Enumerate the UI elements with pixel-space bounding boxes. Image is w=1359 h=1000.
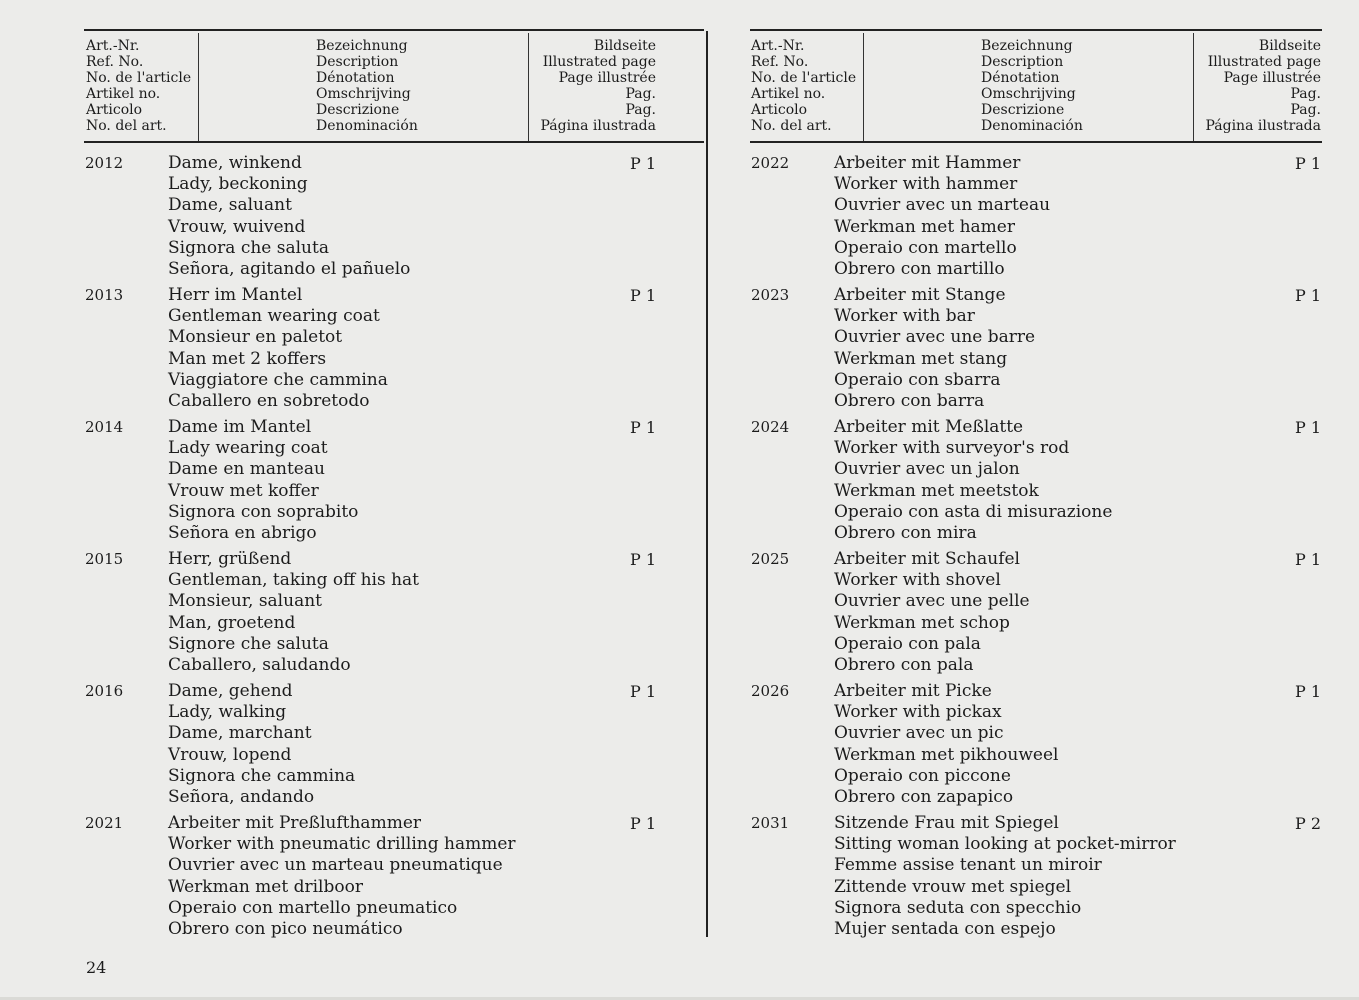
description-line: Viaggiatore che cammina	[168, 369, 388, 390]
description-line: Ouvrier avec une barre	[834, 327, 1036, 348]
description-line: Signora che saluta	[168, 237, 329, 258]
illustrated-page-ref: P 1	[1294, 154, 1321, 173]
article-number: 2021	[85, 814, 124, 832]
description-line: Arbeiter mit Meßlatte	[834, 417, 1024, 437]
catalog-entry	[84, 417, 704, 549]
header-article-number	[751, 38, 856, 134]
description-line: Ouvrier avec un marteau	[834, 195, 1051, 216]
header-line: Denominación	[316, 118, 418, 134]
illustrated-page-ref: P 1	[630, 418, 657, 437]
description-line: Dame im Mantel	[168, 417, 312, 437]
description-line: Monsieur, saluant	[168, 591, 322, 612]
header-line: No. del art.	[751, 118, 832, 134]
catalog-entry	[750, 285, 1322, 417]
article-number: 2031	[751, 814, 790, 832]
description-line: Worker with pneumatic drilling hammer	[168, 834, 516, 855]
header-line: Bezeichnung	[316, 38, 408, 54]
description-line: Caballero, saludando	[168, 654, 351, 675]
description-line: Gentleman, taking off his hat	[168, 570, 420, 591]
header-line: Bildseite	[593, 38, 656, 54]
description-line: Werkman met drilboor	[168, 876, 363, 897]
header-line: Illustrated page	[542, 54, 656, 70]
entry-descriptions	[168, 813, 516, 940]
description-line: Vrouw met koffer	[168, 480, 319, 501]
illustrated-page-ref: P 1	[630, 154, 657, 173]
description-line: Caballero en sobretodo	[168, 390, 370, 411]
header-line: Page illustrée	[558, 70, 656, 86]
description-line: Obrero con barra	[834, 390, 985, 411]
description-line: Worker with surveyor's rod	[834, 438, 1070, 459]
article-number: 2014	[85, 418, 124, 436]
header-line: Description	[981, 54, 1064, 70]
right-column	[750, 0, 1322, 1000]
article-number: 2023	[751, 286, 790, 304]
illustrated-page-ref: P 1	[630, 550, 657, 569]
description-line: Monsieur en paletot	[168, 327, 343, 348]
entry-descriptions	[834, 153, 1050, 280]
header-line: No. del art.	[86, 118, 167, 134]
header-line: Bezeichnung	[981, 38, 1073, 54]
description-line: Werkman met pikhouweel	[834, 744, 1059, 765]
header-article-number	[86, 38, 191, 134]
center-divider	[706, 31, 708, 937]
header-line: Artikel no.	[751, 86, 826, 102]
entry-descriptions	[168, 285, 388, 412]
catalog-entry	[750, 681, 1322, 813]
header-line: No. de l'article	[86, 70, 192, 86]
entry-descriptions	[834, 681, 1058, 808]
header-line: Omschrijving	[316, 86, 411, 102]
description-line: Werkman met stang	[834, 348, 1008, 369]
header-line: No. de l'article	[751, 70, 857, 86]
description-line: Señora, agitando el pañuelo	[168, 258, 411, 279]
description-line: Signora con soprabito	[168, 501, 359, 522]
description-line: Zittende vrouw met spiegel	[834, 876, 1072, 897]
description-line: Lady, beckoning	[168, 174, 308, 195]
page-number: 24	[86, 958, 107, 977]
illustrated-page-ref: P 1	[1294, 682, 1321, 701]
header-illustrated-page	[1205, 38, 1321, 134]
description-line: Arbeiter mit Picke	[834, 681, 992, 701]
header-line: Página ilustrada	[1205, 118, 1321, 134]
header-line: Articolo	[751, 102, 808, 118]
article-number: 2026	[751, 682, 790, 700]
description-line: Signora seduta con specchio	[834, 897, 1082, 918]
description-line: Ouvrier avec une pelle	[834, 591, 1030, 612]
entry-descriptions	[168, 417, 358, 544]
entry-list	[750, 153, 1322, 945]
catalog-entry	[750, 417, 1322, 549]
article-number: 2025	[751, 550, 790, 568]
header-line: Página ilustrada	[540, 118, 656, 134]
description-line: Vrouw, lopend	[168, 744, 292, 765]
description-line: Ouvrier avec un marteau pneumatique	[168, 855, 503, 876]
description-line: Signore che saluta	[168, 633, 329, 654]
illustrated-page-ref: P 2	[1294, 814, 1321, 833]
header-line: Pag.	[625, 86, 656, 102]
header-line: Descrizione	[316, 102, 400, 118]
header-rule	[750, 141, 1322, 143]
illustrated-page-ref: P 1	[630, 286, 657, 305]
description-line: Obrero con zapapico	[834, 786, 1014, 807]
header-separator	[863, 33, 864, 143]
header-line: Artikel no.	[86, 86, 161, 102]
header-line: Art.-Nr.	[751, 38, 805, 54]
entry-descriptions	[168, 153, 410, 280]
header-line: Omschrijving	[981, 86, 1076, 102]
left-column	[84, 0, 704, 1000]
description-line: Dame, gehend	[168, 681, 293, 701]
header-line: Pag.	[1290, 102, 1321, 118]
article-number: 2022	[751, 154, 790, 172]
description-line: Ouvrier avec un pic	[834, 723, 1004, 744]
catalog-entry	[84, 813, 704, 945]
header-line: Descrizione	[981, 102, 1065, 118]
header-line: Articolo	[86, 102, 143, 118]
description-line: Arbeiter mit Hammer	[834, 153, 1021, 173]
article-number: 2013	[85, 286, 124, 304]
illustrated-page-ref: P 1	[1294, 550, 1321, 569]
description-line: Arbeiter mit Schaufel	[834, 549, 1020, 569]
description-line: Operaio con piccone	[834, 765, 1011, 786]
description-line: Dame, marchant	[168, 723, 312, 744]
catalog-entry	[750, 153, 1322, 285]
description-line: Gentleman wearing coat	[168, 306, 380, 327]
description-line: Obrero con mira	[834, 522, 977, 543]
header-line: Ref. No.	[751, 54, 809, 70]
header-separator	[528, 33, 529, 143]
entry-descriptions	[168, 549, 419, 676]
illustrated-page-ref: P 1	[1294, 418, 1321, 437]
catalog-entry	[84, 153, 704, 285]
description-line: Vrouw, wuivend	[168, 216, 306, 237]
header-line: Denominación	[981, 118, 1083, 134]
description-line: Worker with shovel	[834, 570, 1001, 591]
catalog-entry	[84, 549, 704, 681]
header-line: Description	[316, 54, 399, 70]
description-line: Worker with hammer	[834, 174, 1018, 195]
article-number: 2012	[85, 154, 124, 172]
description-line: Worker with pickax	[834, 702, 1002, 723]
catalog-entry	[750, 549, 1322, 681]
header-line: Illustrated page	[1207, 54, 1321, 70]
description-line: Werkman met schop	[834, 612, 1010, 633]
description-line: Man, groetend	[168, 612, 296, 633]
illustrated-page-ref: P 1	[630, 682, 657, 701]
description-line: Ouvrier avec un jalon	[834, 459, 1020, 480]
header-line: Dénotation	[316, 70, 395, 86]
description-line: Arbeiter mit Stange	[834, 285, 1006, 305]
description-line: Worker with bar	[834, 306, 975, 327]
header-illustrated-page	[540, 38, 656, 134]
description-line: Operaio con martello	[834, 237, 1017, 258]
description-line: Mujer sentada con espejo	[834, 918, 1056, 939]
header-line: Dénotation	[981, 70, 1060, 86]
entry-descriptions	[834, 417, 1112, 544]
description-line: Dame, saluant	[168, 195, 292, 216]
header-line: Art.-Nr.	[86, 38, 140, 54]
header-description	[981, 38, 1083, 134]
description-line: Señora, andando	[168, 786, 315, 807]
entry-descriptions	[834, 813, 1176, 940]
description-line: Dame en manteau	[168, 459, 325, 480]
description-line: Sitting woman looking at pocket-mirror	[834, 834, 1176, 855]
description-line: Femme assise tenant un miroir	[834, 855, 1102, 876]
top-rule	[750, 29, 1322, 31]
illustrated-page-ref: P 1	[1294, 286, 1321, 305]
description-line: Werkman met meetstok	[834, 480, 1039, 501]
description-line: Lady, walking	[168, 702, 287, 723]
article-number: 2024	[751, 418, 790, 436]
description-line: Operaio con asta di misurazione	[834, 501, 1113, 522]
header-line: Ref. No.	[86, 54, 144, 70]
description-line: Herr, grüßend	[168, 549, 292, 569]
header-separator	[198, 33, 199, 143]
header-line: Page illustrée	[1223, 70, 1321, 86]
description-line: Man met 2 koffers	[168, 348, 327, 369]
illustrated-page-ref: P 1	[630, 814, 657, 833]
description-line: Werkman met hamer	[834, 216, 1015, 237]
catalog-entry	[84, 681, 704, 813]
entry-list	[84, 153, 704, 945]
header-rule	[84, 141, 704, 143]
header-line: Pag.	[625, 102, 656, 118]
header-separator	[1193, 33, 1194, 143]
entry-descriptions	[834, 285, 1035, 412]
catalog-entry	[84, 285, 704, 417]
description-line: Señora en abrigo	[168, 522, 317, 543]
description-line: Herr im Mantel	[168, 285, 303, 305]
description-line: Obrero con martillo	[834, 258, 1005, 279]
description-line: Operaio con martello pneumatico	[168, 897, 458, 918]
description-line: Obrero con pico neumático	[168, 918, 403, 939]
description-line: Operaio con pala	[834, 633, 981, 654]
description-line: Lady wearing coat	[168, 438, 328, 459]
description-line: Dame, winkend	[168, 153, 302, 173]
description-line: Obrero con pala	[834, 654, 974, 675]
description-line: Sitzende Frau mit Spiegel	[834, 813, 1059, 833]
catalog-entry	[750, 813, 1322, 945]
article-number: 2016	[85, 682, 124, 700]
description-line: Signora che cammina	[168, 765, 356, 786]
description-line: Arbeiter mit Preßlufthammer	[168, 813, 421, 833]
entry-descriptions	[834, 549, 1030, 676]
header-description	[316, 38, 418, 134]
header-line: Bildseite	[1258, 38, 1321, 54]
description-line: Operaio con sbarra	[834, 369, 1001, 390]
header-line: Pag.	[1290, 86, 1321, 102]
entry-descriptions	[168, 681, 355, 808]
top-rule	[84, 29, 704, 31]
article-number: 2015	[85, 550, 124, 568]
